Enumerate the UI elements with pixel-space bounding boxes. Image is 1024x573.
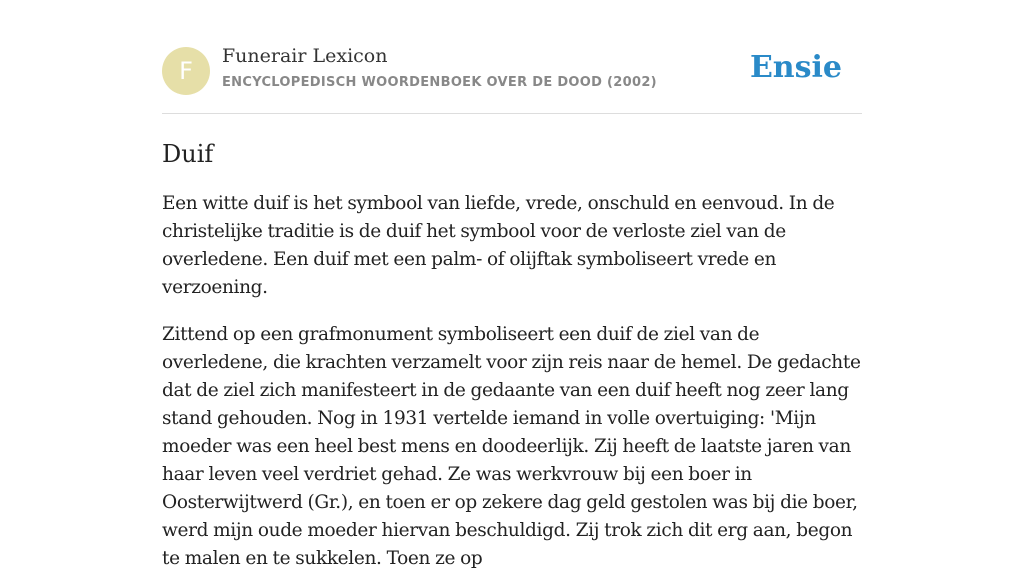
book-avatar[interactable]: F <box>162 47 210 95</box>
ensie-logo[interactable]: Ensie <box>749 50 842 85</box>
entry-paragraph-2: Zittend op een grafmonument symboliseert een duif de ziel van de overledene, die krachten verzamelt voor zijn reis naar de hemel. De gedachte dat de ziel zich manifesteert in de gedaante van een duif heeft nog zeer lang stand gehouden. Nog in 1931 vertelde iemand in volle overtuiging: 'Mijn moeder was een heel best mens en doodeerlijk. Zij heeft de laatste jaren van haar leven veel verdriet gehad. Ze was werkvrouw bij een boer in Oosterwijtwerd (Gr.), en toen er op zekere dag geld gestolen was bij die boer, werd mijn oude moeder hiervan beschuldigd. Zij trok zich dit erg aan, begon te malen en te sukkelen. Toen ze op <box>162 324 861 569</box>
header <box>162 0 862 114</box>
book-subtitle: ENCYCLOPEDISCH WOORDENBOEK OVER DE DOOD (2002) <box>222 75 657 90</box>
entry-title: Duif <box>162 140 214 168</box>
book-title[interactable]: Funerair Lexicon <box>222 45 388 67</box>
entry-paragraph-1: Een witte duif is het symbool van liefde, vrede, onschuld en eenvoud. In de christelijke traditie is de duif het symbool voor de verloste ziel van de overledene. Een duif met een palm- of olijftak symboliseert vrede en verzoening. <box>162 193 835 298</box>
page <box>162 0 862 573</box>
